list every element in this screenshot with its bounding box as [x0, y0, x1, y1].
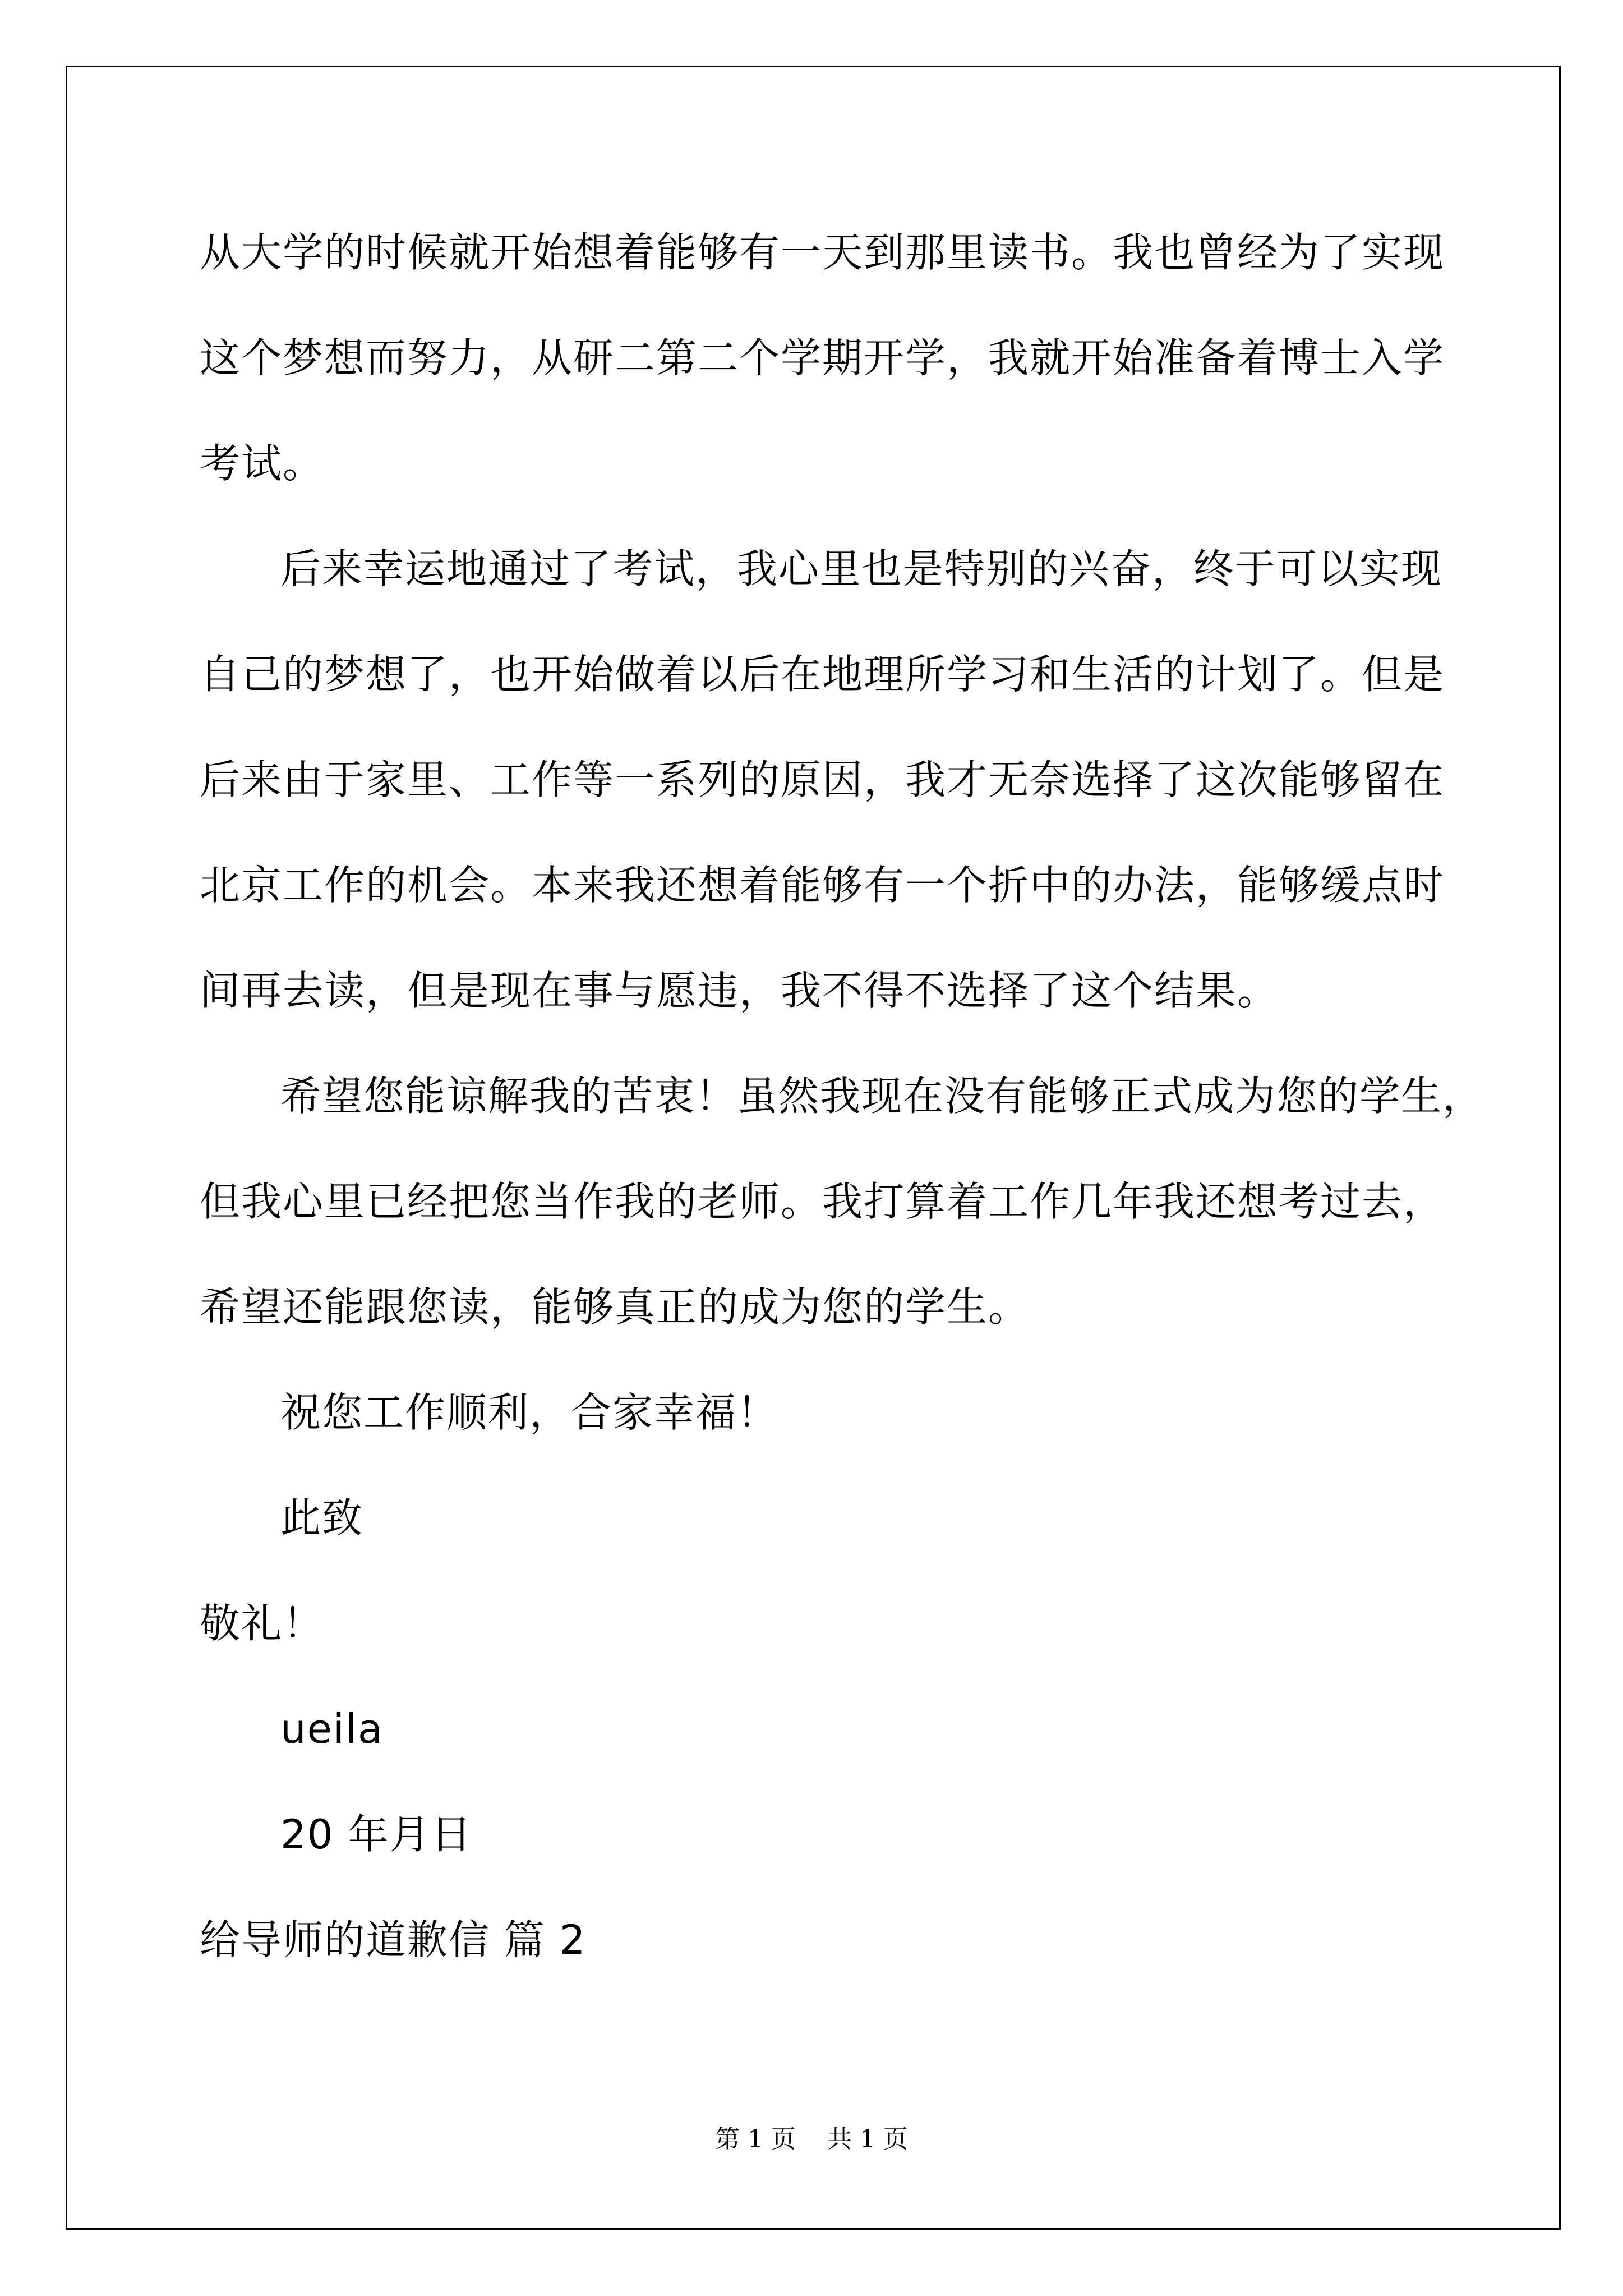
page-footer: 第 1 页 共 1 页: [715, 2125, 908, 2154]
paragraph-1-line-1: 从大学的时候就开始想着能够有一天到那里读书。我也曾经为了实现: [200, 229, 1445, 276]
paragraph-2-line-5: 间再去读，但是现在事与愿违，我不得不选择了这个结果。: [200, 967, 1279, 1014]
wish-line: 祝您工作顺利，合家幸福！: [280, 1389, 779, 1436]
paragraph-3-line-2: 但我心里已经把您当作我的老师。我打算着工作几年我还想考过去，: [200, 1178, 1445, 1225]
page-border: [66, 66, 1561, 2230]
paragraph-1-line-2: 这个梦想而努力，从研二第二个学期开学，我就开始准备着博士入学: [200, 334, 1445, 381]
paragraph-1-line-3: 考试。: [200, 440, 325, 487]
closing-salutation: 此致: [280, 1494, 364, 1542]
paragraph-3-line-3: 希望还能跟您读，能够真正的成为您的学生。: [200, 1283, 1030, 1331]
paragraph-2-line-1: 后来幸运地通过了考试，我心里也是特别的兴奋，终于可以实现: [280, 545, 1443, 592]
paragraph-2-line-3: 后来由于家里、工作等一系列的原因，我才无奈选择了这次能够留在: [200, 756, 1445, 803]
paragraph-3-line-1: 希望您能谅解我的苦衷！虽然我现在没有能够正式成为您的学生，: [280, 1073, 1484, 1120]
paragraph-2-line-2: 自己的梦想了，也开始做着以后在地理所学习和生活的计划了。但是: [200, 651, 1445, 698]
signature: ueila: [280, 1705, 384, 1752]
paragraph-2-line-4: 北京工作的机会。本来我还想着能够有一个折中的办法，能够缓点时: [200, 862, 1445, 909]
date-line: 20 年月日: [280, 1811, 473, 1858]
closing-regards: 敬礼！: [200, 1600, 325, 1647]
next-letter-title: 给导师的道歉信 篇 2: [200, 1916, 587, 1963]
